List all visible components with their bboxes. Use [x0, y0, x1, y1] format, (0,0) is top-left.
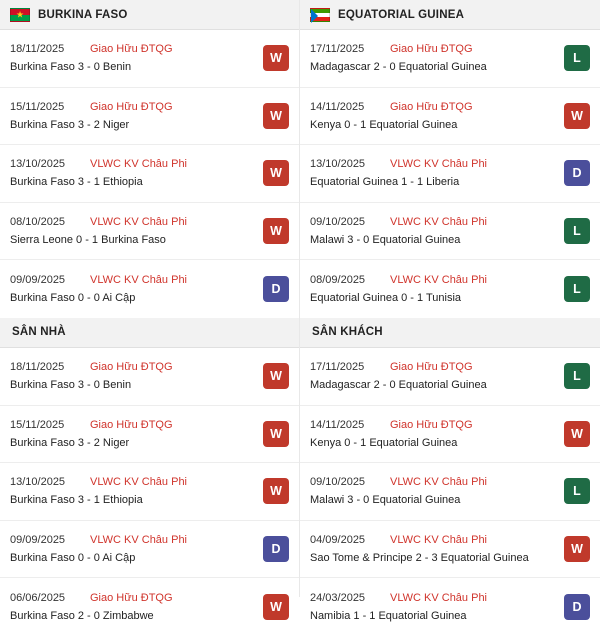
match-info — [10, 361, 255, 391]
match-meta — [10, 158, 255, 170]
match-info — [310, 216, 556, 246]
burkina-faso-flag-icon — [10, 8, 30, 22]
match-info — [310, 592, 556, 622]
match-teams-score: Burkina Faso 3 - 0 Benin — [10, 379, 132, 392]
result-badge: D — [263, 536, 289, 562]
right-team-column — [300, 0, 600, 623]
match-date: 09/09/2025 — [10, 274, 66, 287]
table-row[interactable] — [0, 30, 299, 88]
match-competition[interactable]: Giao Hữu ĐTQG — [90, 361, 173, 374]
table-row[interactable] — [300, 348, 600, 406]
table-row[interactable] — [0, 348, 299, 406]
match-teams-score: Sierra Leone 0 - 1 Burkina Faso — [10, 234, 166, 247]
match-date: 08/10/2025 — [10, 216, 66, 229]
match-date: 09/10/2025 — [310, 476, 366, 489]
match-meta — [310, 101, 556, 113]
result-badge: L — [564, 45, 590, 71]
table-row[interactable] — [0, 88, 299, 146]
match-info — [10, 43, 255, 73]
match-meta — [310, 419, 556, 431]
result-badge: L — [564, 276, 590, 302]
match-teams-score: Malawi 3 - 0 Equatorial Guinea — [310, 234, 461, 247]
match-meta — [10, 476, 255, 488]
match-teams-score: Madagascar 2 - 0 Equatorial Guinea — [310, 61, 487, 74]
match-teams-score: Kenya 0 - 1 Equatorial Guinea — [310, 118, 458, 131]
match-info — [310, 274, 556, 304]
match-competition[interactable]: VLWC KV Châu Phi — [90, 274, 188, 287]
table-row[interactable] — [0, 203, 299, 261]
match-meta — [310, 158, 556, 170]
match-date: 24/03/2025 — [310, 592, 366, 605]
left-home-matches-list — [0, 348, 299, 636]
match-date: 15/11/2025 — [10, 418, 65, 431]
result-badge: W — [263, 160, 289, 186]
match-date: 14/11/2025 — [310, 418, 365, 431]
match-meta — [310, 274, 556, 286]
match-competition[interactable]: Giao Hữu ĐTQG — [90, 43, 173, 56]
match-info — [10, 476, 255, 506]
table-row[interactable] — [0, 521, 299, 579]
table-row[interactable] — [300, 145, 600, 203]
result-badge: L — [564, 478, 590, 504]
match-competition[interactable]: Giao Hữu ĐTQG — [90, 100, 173, 113]
match-info — [10, 592, 255, 622]
match-meta — [10, 361, 255, 373]
match-info — [310, 158, 556, 188]
match-competition[interactable]: VLWC KV Châu Phi — [90, 534, 188, 547]
result-badge: D — [263, 276, 289, 302]
match-teams-score: Burkina Faso 3 - 2 Niger — [10, 436, 130, 449]
match-info — [10, 534, 255, 564]
match-competition[interactable]: VLWC KV Châu Phi — [90, 476, 188, 489]
right-team-header — [300, 0, 600, 30]
match-teams-score: Sao Tome & Principe 2 - 3 Equatorial Guinea — [310, 552, 529, 565]
table-row[interactable] — [0, 463, 299, 521]
match-date: 15/11/2025 — [10, 100, 65, 113]
match-date: 18/11/2025 — [10, 43, 65, 56]
result-badge: W — [263, 103, 289, 129]
match-meta — [310, 361, 556, 373]
match-meta — [310, 476, 556, 488]
match-competition[interactable]: Giao Hữu ĐTQG — [390, 100, 473, 113]
match-info — [10, 216, 255, 246]
match-meta — [10, 419, 255, 431]
match-competition[interactable]: Giao Hữu ĐTQG — [390, 361, 473, 374]
match-meta — [10, 534, 255, 546]
right-recent-matches-list — [300, 30, 600, 318]
match-info — [10, 419, 255, 449]
match-meta — [10, 592, 255, 604]
table-row[interactable] — [300, 30, 600, 88]
match-date: 13/10/2025 — [10, 476, 66, 489]
match-info — [310, 361, 556, 391]
match-competition[interactable]: VLWC KV Châu Phi — [390, 274, 488, 287]
match-info — [310, 101, 556, 131]
result-badge: D — [564, 160, 590, 186]
match-teams-score: Malawi 3 - 0 Equatorial Guinea — [310, 494, 461, 507]
match-date: 08/09/2025 — [310, 274, 366, 287]
match-teams-score: Madagascar 2 - 0 Equatorial Guinea — [310, 379, 487, 392]
match-date: 06/06/2025 — [10, 592, 66, 605]
match-info — [310, 476, 556, 506]
result-badge: W — [263, 478, 289, 504]
match-competition[interactable]: Giao Hữu ĐTQG — [390, 43, 473, 56]
match-competition[interactable]: VLWC KV Châu Phi — [90, 158, 188, 171]
result-badge: W — [263, 363, 289, 389]
match-competition[interactable]: VLWC KV Châu Phi — [390, 476, 488, 489]
table-row[interactable] — [300, 521, 600, 579]
match-teams-score: Burkina Faso 3 - 0 Benin — [10, 61, 132, 74]
match-competition[interactable]: VLWC KV Châu Phi — [390, 534, 488, 547]
table-row[interactable] — [300, 88, 600, 146]
left-team-column — [0, 0, 300, 623]
match-date: 17/11/2025 — [310, 361, 365, 374]
match-teams-score: Kenya 0 - 1 Equatorial Guinea — [310, 436, 458, 449]
match-info — [10, 101, 255, 131]
match-date: 09/10/2025 — [310, 216, 366, 229]
match-meta — [310, 534, 556, 546]
match-info — [310, 534, 556, 564]
match-meta — [10, 274, 255, 286]
right-away-matches-list — [300, 348, 600, 636]
right-team-name: EQUATORIAL GUINEA — [338, 8, 465, 21]
match-date: 14/11/2025 — [310, 100, 365, 113]
match-teams-score: Burkina Faso 3 - 1 Ethiopia — [10, 176, 143, 189]
match-date: 13/10/2025 — [10, 158, 66, 171]
result-badge: W — [564, 421, 590, 447]
match-competition[interactable]: Giao Hữu ĐTQG — [90, 418, 173, 431]
left-team-name: BURKINA FASO — [38, 8, 128, 21]
match-teams-score: Equatorial Guinea 1 - 1 Liberia — [310, 176, 460, 189]
match-info — [10, 158, 255, 188]
match-meta — [10, 216, 255, 228]
result-badge: L — [564, 363, 590, 389]
match-teams-score: Burkina Faso 0 - 0 Ai Cập — [10, 292, 136, 305]
result-badge: W — [263, 421, 289, 447]
table-row[interactable] — [0, 406, 299, 464]
result-badge: W — [263, 45, 289, 71]
right-away-section-title: SÂN KHÁCH — [312, 326, 383, 339]
match-teams-score: Burkina Faso 3 - 1 Ethiopia — [10, 494, 143, 507]
match-meta — [310, 43, 556, 55]
table-row[interactable] — [300, 260, 600, 318]
match-competition[interactable]: Giao Hữu ĐTQG — [390, 418, 473, 431]
match-teams-score: Equatorial Guinea 0 - 1 Tunisia — [310, 292, 462, 305]
result-badge: W — [263, 594, 289, 620]
table-row[interactable] — [300, 463, 600, 521]
match-meta — [10, 101, 255, 113]
result-badge: D — [564, 594, 590, 620]
left-team-header — [0, 0, 299, 30]
match-competition[interactable]: Giao Hữu ĐTQG — [90, 592, 173, 605]
result-badge: W — [564, 103, 590, 129]
match-meta — [310, 216, 556, 228]
right-away-section-header — [300, 318, 600, 348]
table-row[interactable] — [300, 406, 600, 464]
match-info — [310, 419, 556, 449]
match-meta — [10, 43, 255, 55]
table-row[interactable] — [0, 260, 299, 318]
result-badge: W — [564, 536, 590, 562]
match-teams-score: Namibia 1 - 1 Equatorial Guinea — [310, 610, 467, 623]
table-row[interactable] — [300, 203, 600, 261]
equatorial-guinea-flag-icon — [310, 8, 330, 22]
table-row[interactable] — [0, 145, 299, 203]
match-meta — [310, 592, 556, 604]
match-date: 13/10/2025 — [310, 158, 366, 171]
match-teams-score: Burkina Faso 2 - 0 Zimbabwe — [10, 610, 154, 623]
match-info — [10, 274, 255, 304]
match-teams-score: Burkina Faso 3 - 2 Niger — [10, 118, 130, 131]
left-recent-matches-list — [0, 30, 299, 318]
result-badge: L — [564, 218, 590, 244]
match-date: 04/09/2025 — [310, 534, 366, 547]
match-competition[interactable]: VLWC KV Châu Phi — [390, 216, 488, 229]
left-home-section-title: SÂN NHÀ — [12, 326, 66, 339]
match-date: 18/11/2025 — [10, 361, 65, 374]
match-competition[interactable]: VLWC KV Châu Phi — [390, 158, 488, 171]
table-row[interactable] — [300, 578, 600, 636]
match-date: 17/11/2025 — [310, 43, 365, 56]
match-info — [310, 43, 556, 73]
left-home-section-header — [0, 318, 299, 348]
match-competition[interactable]: VLWC KV Châu Phi — [90, 216, 188, 229]
result-badge: W — [263, 218, 289, 244]
match-competition[interactable]: VLWC KV Châu Phi — [390, 592, 488, 605]
match-date: 09/09/2025 — [10, 534, 66, 547]
match-teams-score: Burkina Faso 0 - 0 Ai Cập — [10, 552, 136, 565]
table-row[interactable] — [0, 578, 299, 636]
